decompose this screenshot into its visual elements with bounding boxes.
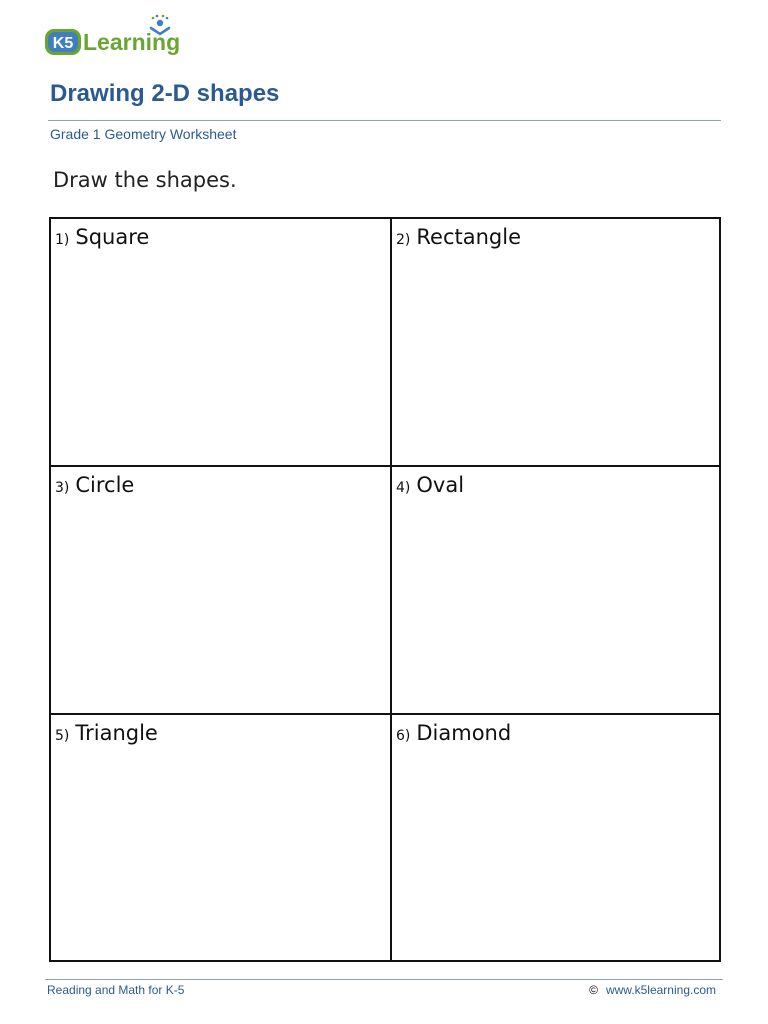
drawing-cell-triangle[interactable] bbox=[51, 715, 390, 960]
cell-label bbox=[55, 473, 134, 497]
drawing-cell-rectangle[interactable] bbox=[392, 219, 719, 465]
cell-label bbox=[396, 225, 521, 249]
cell-shape-name: Triangle bbox=[75, 721, 158, 745]
drawing-cell-oval[interactable] bbox=[392, 467, 719, 713]
cell-shape-name: Square bbox=[75, 225, 150, 249]
cell-label bbox=[396, 473, 464, 497]
cell-number: 1) bbox=[55, 232, 70, 248]
svg-text:K5: K5 bbox=[52, 35, 74, 52]
cell-number: 3) bbox=[55, 480, 70, 496]
cell-label bbox=[55, 721, 158, 745]
title-divider bbox=[48, 120, 721, 121]
drawing-cell-square[interactable] bbox=[51, 219, 390, 465]
cell-shape-name: Diamond bbox=[416, 721, 512, 745]
footer-website-link[interactable]: www.k5learning.com bbox=[605, 983, 716, 997]
cell-shape-name: Circle bbox=[75, 473, 135, 497]
k5-learning-logo bbox=[43, 14, 208, 60]
footer-tagline: Reading and Math for K-5 bbox=[47, 983, 185, 997]
cell-number: 2) bbox=[396, 232, 411, 248]
drawing-grid bbox=[49, 217, 721, 962]
footer-website[interactable] bbox=[589, 983, 716, 997]
cell-shape-name: Oval bbox=[416, 473, 465, 497]
copyright-icon: © bbox=[589, 983, 598, 997]
drawing-cell-diamond[interactable] bbox=[392, 715, 719, 960]
cell-number: 5) bbox=[55, 728, 70, 744]
cell-number: 6) bbox=[396, 728, 411, 744]
cell-number: 4) bbox=[396, 480, 411, 496]
instruction-text: Draw the shapes. bbox=[53, 168, 237, 192]
worksheet-subtitle: Grade 1 Geometry Worksheet bbox=[50, 126, 237, 142]
footer-divider bbox=[45, 979, 723, 980]
logo-graphic bbox=[43, 14, 208, 60]
drawing-cell-circle[interactable] bbox=[51, 467, 390, 713]
cell-label bbox=[396, 721, 511, 745]
svg-text:Learning: Learning bbox=[83, 29, 181, 55]
cell-shape-name: Rectangle bbox=[416, 225, 521, 249]
worksheet-title: Drawing 2-D shapes bbox=[50, 80, 280, 107]
cell-label bbox=[55, 225, 149, 249]
